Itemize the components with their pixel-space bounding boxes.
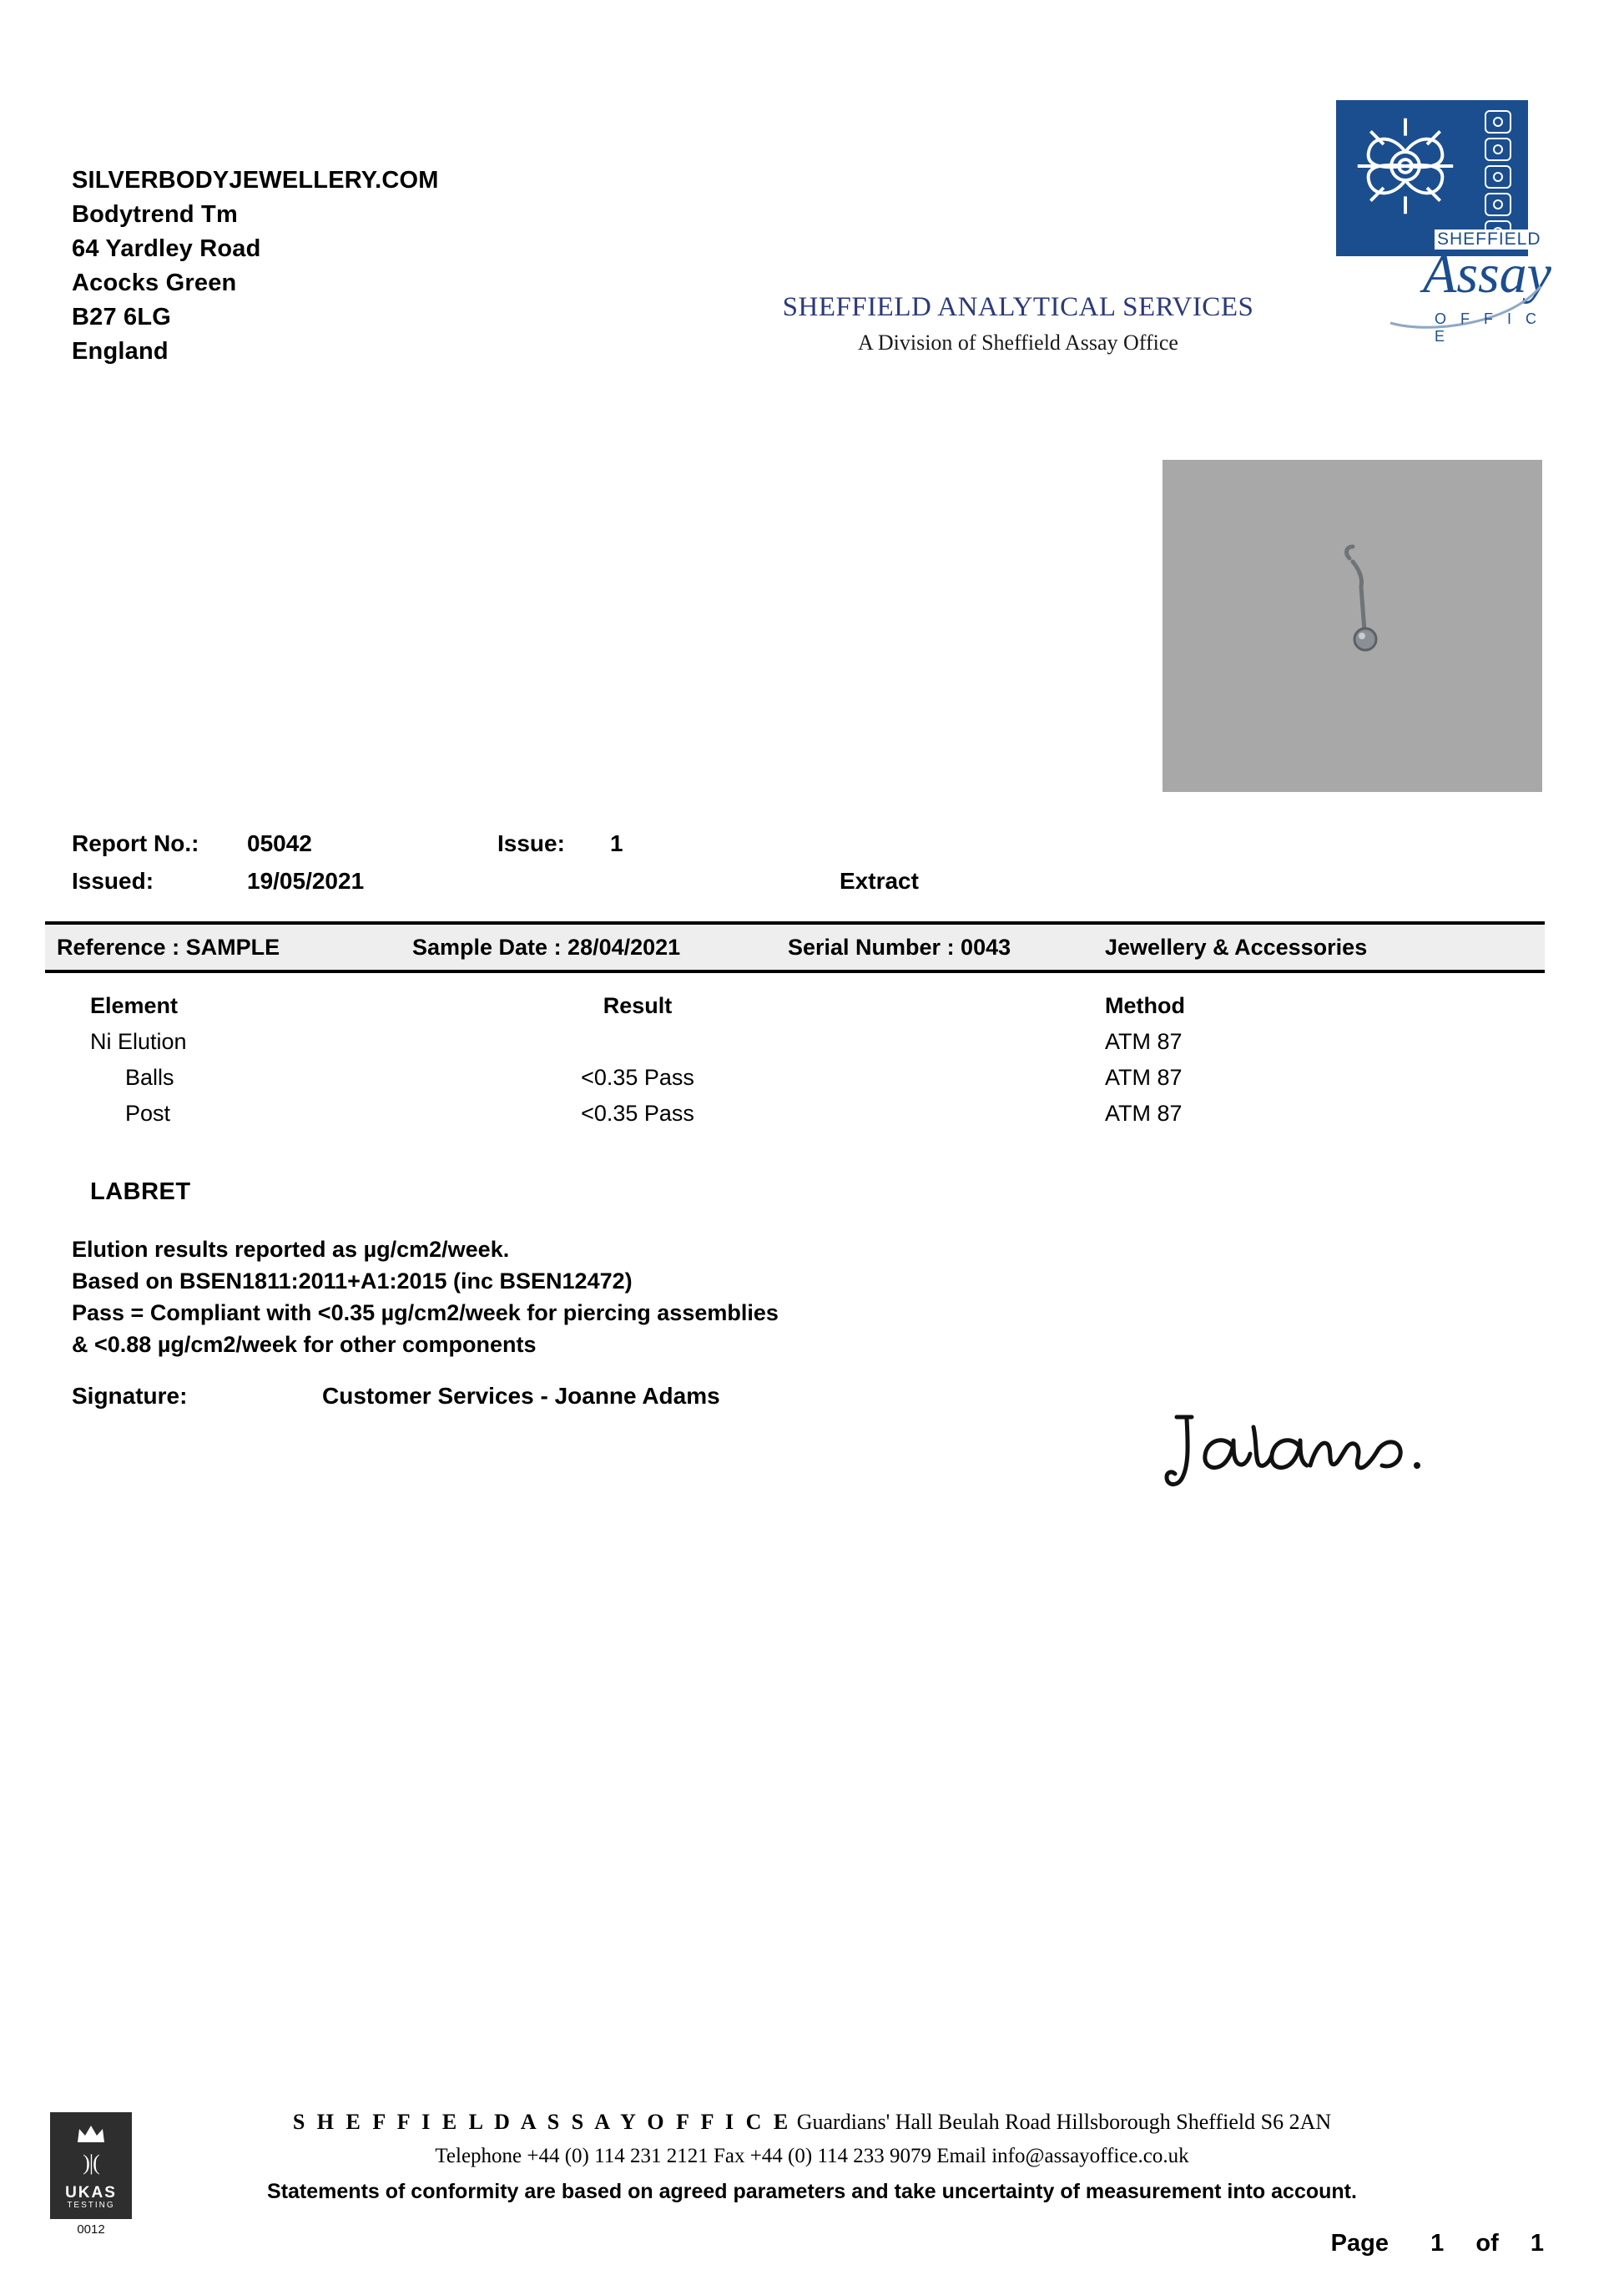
report-no-value: 05042: [247, 830, 312, 856]
sheffield-assay-office-logo: [1336, 100, 1557, 376]
sample-date-value: Sample Date : 28/04/2021: [412, 935, 681, 960]
notes-block: [72, 1233, 779, 1360]
table-row: [45, 1065, 1545, 1101]
issued-value: 19/05/2021: [247, 868, 365, 894]
table-row: [45, 1029, 1545, 1065]
reference-bar: [45, 925, 1545, 970]
reference-value: Reference : SAMPLE: [57, 935, 280, 960]
notes-line-2: Based on BSEN1811:2011+A1:2015 (inc BSEN12472): [72, 1269, 633, 1294]
service-subtitle: A Division of Sheffield Assay Office: [858, 330, 1178, 355]
category-value: Jewellery & Accessories: [1105, 935, 1368, 960]
report-no-label: Report No.:: [72, 830, 199, 856]
sample-photograph: [1163, 460, 1542, 792]
cell-result: <0.35 Pass: [581, 1065, 694, 1090]
column-header-element: Element: [90, 993, 179, 1018]
footer-office-line: [0, 2110, 1624, 2135]
report-meta-row-2: [72, 868, 1541, 905]
logo-text-assay: Assay: [1423, 244, 1551, 305]
page-current: 1: [1430, 2230, 1445, 2257]
customer-address-line-3: 64 Yardley Road: [72, 235, 261, 262]
column-header-method: Method: [1105, 993, 1185, 1018]
cell-element: Ni Elution: [90, 1029, 187, 1054]
customer-address-line-4: Acocks Green: [72, 270, 237, 296]
signature-value: Customer Services - Joanne Adams: [322, 1383, 720, 1409]
notes-line-4: & <0.88 µg/cm2/week for other components: [72, 1332, 537, 1357]
page-of: of: [1475, 2230, 1499, 2257]
ukas-symbol: )|(: [83, 2151, 99, 2175]
cell-method: ATM 87: [1105, 1065, 1183, 1090]
cell-element: Balls: [125, 1065, 174, 1090]
customer-address-line-6: England: [72, 338, 169, 365]
notes-line-3: Pass = Compliant with <0.35 µg/cm2/week for piercing assemblies: [72, 1300, 779, 1325]
extract-label: Extract: [840, 868, 919, 894]
customer-address-line-5: B27 6LG: [72, 304, 172, 330]
footer-conformity: Statements of conformity are based on agreed parameters and take uncertainty of measurement into account.: [267, 2180, 1357, 2203]
cell-method: ATM 87: [1105, 1029, 1183, 1054]
footer-contact: Telephone +44 (0) 114 231 2121 Fax +44 (0) 114 233 9079 Email info@assayoffice.co.uk: [435, 2145, 1189, 2167]
issue-value: 1: [610, 830, 623, 856]
ukas-number: 0012: [77, 2222, 105, 2237]
issued-label: Issued:: [72, 868, 154, 894]
footer-office-address: Guardians' Hall Beulah Road Hillsborough Sheffield S6 2AN: [796, 2110, 1332, 2134]
results-table: [45, 993, 1545, 1137]
logo-text-sheffield: SHEFFIELD: [1435, 230, 1544, 250]
footer-office-name: S H E F F I E L D A S S A Y O F F I C E: [292, 2110, 792, 2134]
hallmark-icon-1: [1485, 110, 1511, 134]
notes-line-1: Elution results reported as µg/cm2/week.: [72, 1237, 510, 1262]
service-title: SHEFFIELD ANALYTICAL SERVICES: [782, 292, 1254, 322]
hallmark-stamps-group: [1485, 110, 1518, 248]
hallmark-icon-3: [1485, 165, 1511, 189]
ukas-name: UKAS: [65, 2184, 117, 2202]
page-footer: [0, 2110, 1624, 2204]
service-title-block: [734, 292, 1302, 356]
page-number: [1331, 2230, 1544, 2257]
table-bottom-rule: [45, 970, 1545, 973]
page-label: Page: [1330, 2230, 1389, 2257]
customer-address-line-2: Bodytrend Tm: [72, 201, 238, 228]
cell-method: ATM 87: [1105, 1101, 1183, 1126]
report-meta: [72, 830, 1541, 905]
tudor-rose-icon: [1351, 112, 1460, 220]
results-header-row: [45, 993, 1545, 1029]
page-total: 1: [1530, 2230, 1544, 2257]
report-meta-row-1: [72, 830, 1541, 868]
customer-address-block: [72, 164, 439, 369]
hallmark-icon-2: [1485, 138, 1511, 161]
cell-result: <0.35 Pass: [581, 1101, 694, 1126]
cell-element: Post: [125, 1101, 171, 1126]
table-row: [45, 1101, 1545, 1137]
issue-label: Issue:: [497, 830, 565, 856]
ukas-testing: TESTING: [67, 2201, 115, 2210]
column-header-result: Result: [603, 993, 673, 1018]
item-name: LABRET: [90, 1178, 191, 1205]
signature-label: Signature:: [72, 1383, 188, 1409]
handwritten-signature: [1152, 1402, 1469, 1511]
labret-photo-graphic: [1163, 460, 1542, 792]
serial-number-value: Serial Number : 0043: [788, 935, 1011, 960]
logo-text-office: O F F I C E: [1435, 310, 1541, 345]
hallmark-icon-4: [1485, 193, 1511, 216]
customer-address-line-1: SILVERBODYJEWELLERY.COM: [72, 167, 439, 194]
